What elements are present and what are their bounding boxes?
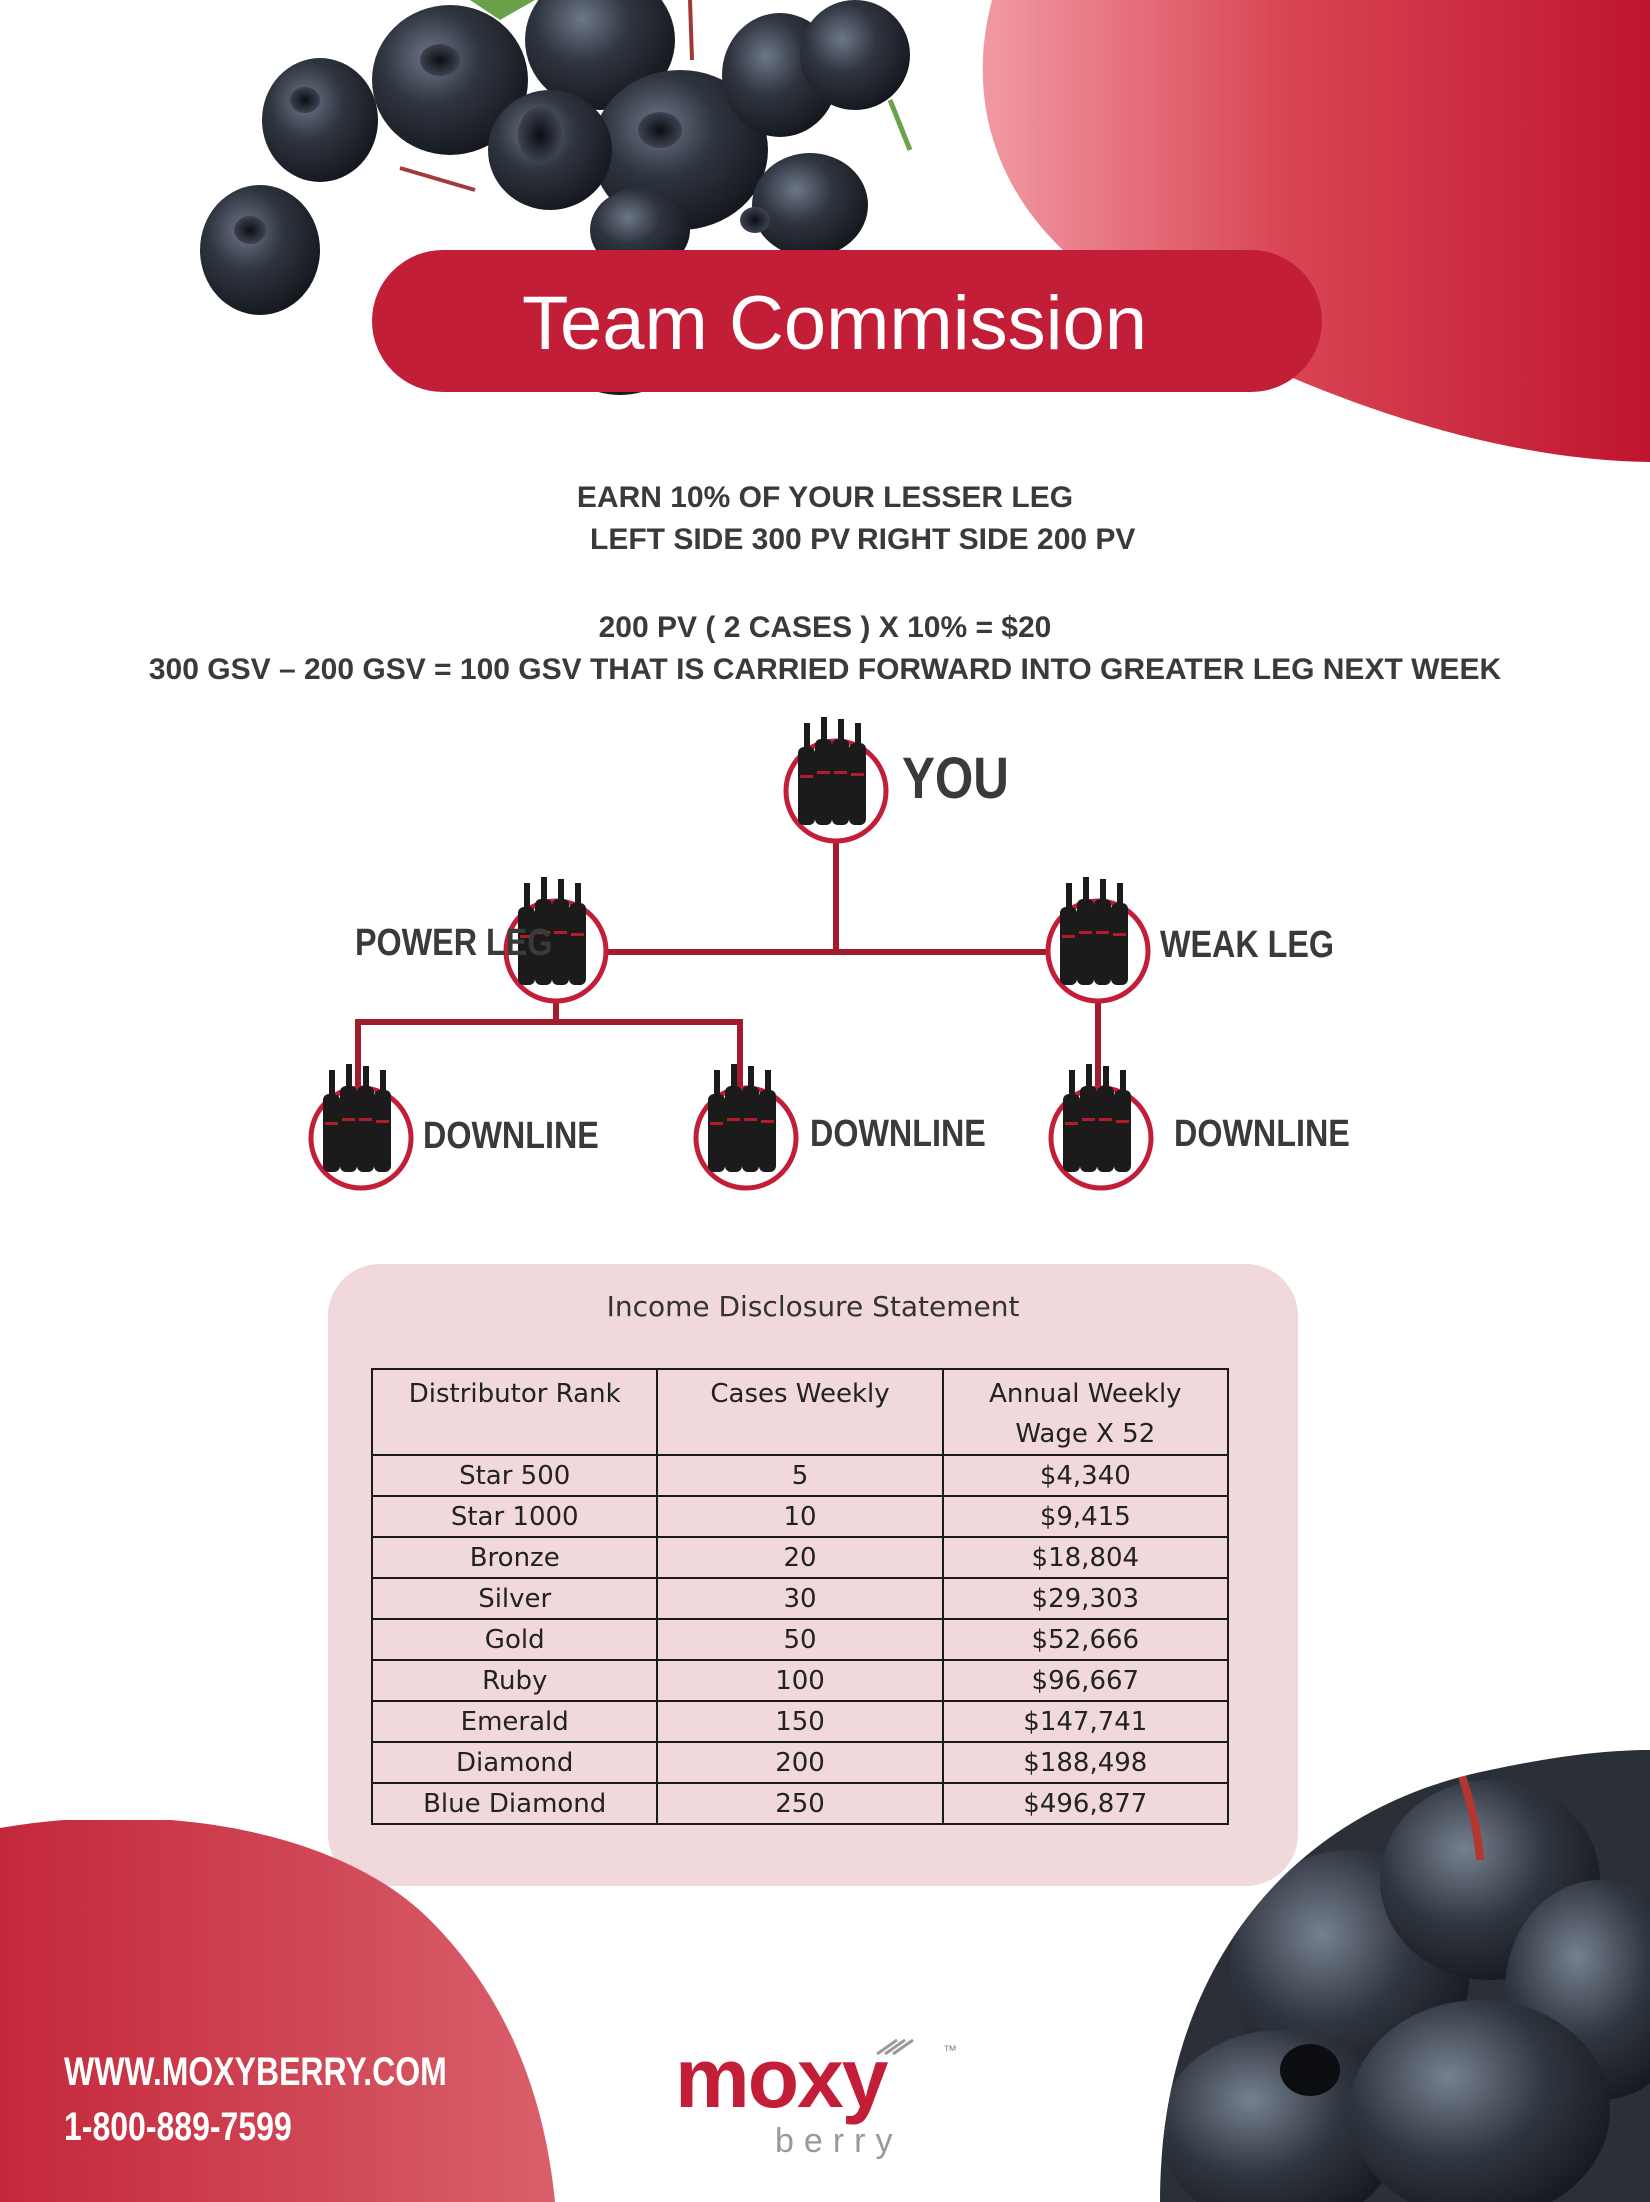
right-side-text: RIGHT SIDE 200 PV (857, 523, 1136, 556)
logo-leaf-icon (875, 2036, 915, 2056)
cases-cell: 50 (657, 1619, 942, 1660)
power-leg-label: POWER LEG (355, 922, 553, 964)
formula-line-1: 200 PV ( 2 CASES ) X 10% = $20 (598, 611, 1052, 644)
weak-leg-label: WEAK LEG (1160, 924, 1335, 966)
phone-text[interactable]: 1-800-889-7599 (64, 2105, 292, 2149)
wage-cell: $52,666 (943, 1619, 1228, 1660)
cases-cell: 30 (657, 1578, 942, 1619)
berries-bottom-image (1160, 1750, 1650, 2202)
logo-sub: berry (775, 2122, 903, 2160)
wage-cell: $96,667 (943, 1660, 1228, 1701)
cases-cell: 200 (657, 1742, 942, 1783)
wage-cell: $188,498 (943, 1742, 1228, 1783)
wage-cell: $4,340 (943, 1455, 1228, 1496)
rank-cell: Diamond (372, 1742, 657, 1783)
node-weak-leg-icon (1042, 875, 1160, 1005)
page-title: Team Commission (522, 281, 1148, 366)
node-downline-1-icon (305, 1062, 423, 1192)
you-label: YOU (902, 746, 1009, 811)
table-row (372, 1537, 1228, 1578)
table-row (372, 1783, 1228, 1824)
rank-cell: Ruby (372, 1660, 657, 1701)
downline-label-1: DOWNLINE (423, 1115, 599, 1157)
table-header-row (372, 1369, 1228, 1455)
node-you-icon (780, 715, 898, 845)
table-row (372, 1578, 1228, 1619)
downline-label-3: DOWNLINE (1174, 1113, 1350, 1155)
wage-cell: $9,415 (943, 1496, 1228, 1537)
earn-line: EARN 10% OF YOUR LESSER LEG (576, 481, 1074, 514)
table-row (372, 1619, 1228, 1660)
moxyberry-logo (675, 2030, 965, 2160)
wage-cell: $29,303 (943, 1578, 1228, 1619)
downline-label-2: DOWNLINE (810, 1113, 986, 1155)
wage-cell: $147,741 (943, 1701, 1228, 1742)
cases-cell: 250 (657, 1783, 942, 1824)
income-title: Income Disclosure Statement (606, 1290, 1020, 1323)
table-row (372, 1660, 1228, 1701)
header-wage: Annual Weekly Wage X 52 (943, 1369, 1228, 1455)
website-text[interactable]: WWW.MOXYBERRY.COM (64, 2050, 447, 2094)
left-side-text: LEFT SIDE 300 PV (590, 523, 851, 556)
rank-cell: Gold (372, 1619, 657, 1660)
cases-cell: 100 (657, 1660, 942, 1701)
logo-word: moxy (675, 2031, 887, 2125)
income-disclosure-panel (328, 1264, 1298, 1886)
node-downline-2-icon (690, 1062, 808, 1192)
title-banner (372, 250, 1322, 392)
rank-cell: Bronze (372, 1537, 657, 1578)
cases-cell: 150 (657, 1701, 942, 1742)
wage-cell: $496,877 (943, 1783, 1228, 1824)
node-downline-3-icon (1045, 1062, 1163, 1192)
header-rank: Distributor Rank (372, 1369, 657, 1455)
rank-cell: Emerald (372, 1701, 657, 1742)
formula-line-2: 300 GSV – 200 GSV = 100 GSV THAT IS CARRIED FORWARD INTO GREATER LEG NEXT WEEK (148, 653, 1502, 686)
table-row (372, 1701, 1228, 1742)
cases-cell: 5 (657, 1455, 942, 1496)
table-row (372, 1742, 1228, 1783)
cases-cell: 10 (657, 1496, 942, 1537)
rank-cell: Blue Diamond (372, 1783, 657, 1824)
cases-cell: 20 (657, 1537, 942, 1578)
wage-cell: $18,804 (943, 1537, 1228, 1578)
rank-cell: Star 500 (372, 1455, 657, 1496)
logo-tm: ™ (943, 2042, 957, 2058)
income-table (371, 1368, 1229, 1825)
table-row (372, 1496, 1228, 1537)
rank-cell: Silver (372, 1578, 657, 1619)
table-row (372, 1455, 1228, 1496)
rank-cell: Star 1000 (372, 1496, 657, 1537)
header-cases: Cases Weekly (657, 1369, 942, 1455)
